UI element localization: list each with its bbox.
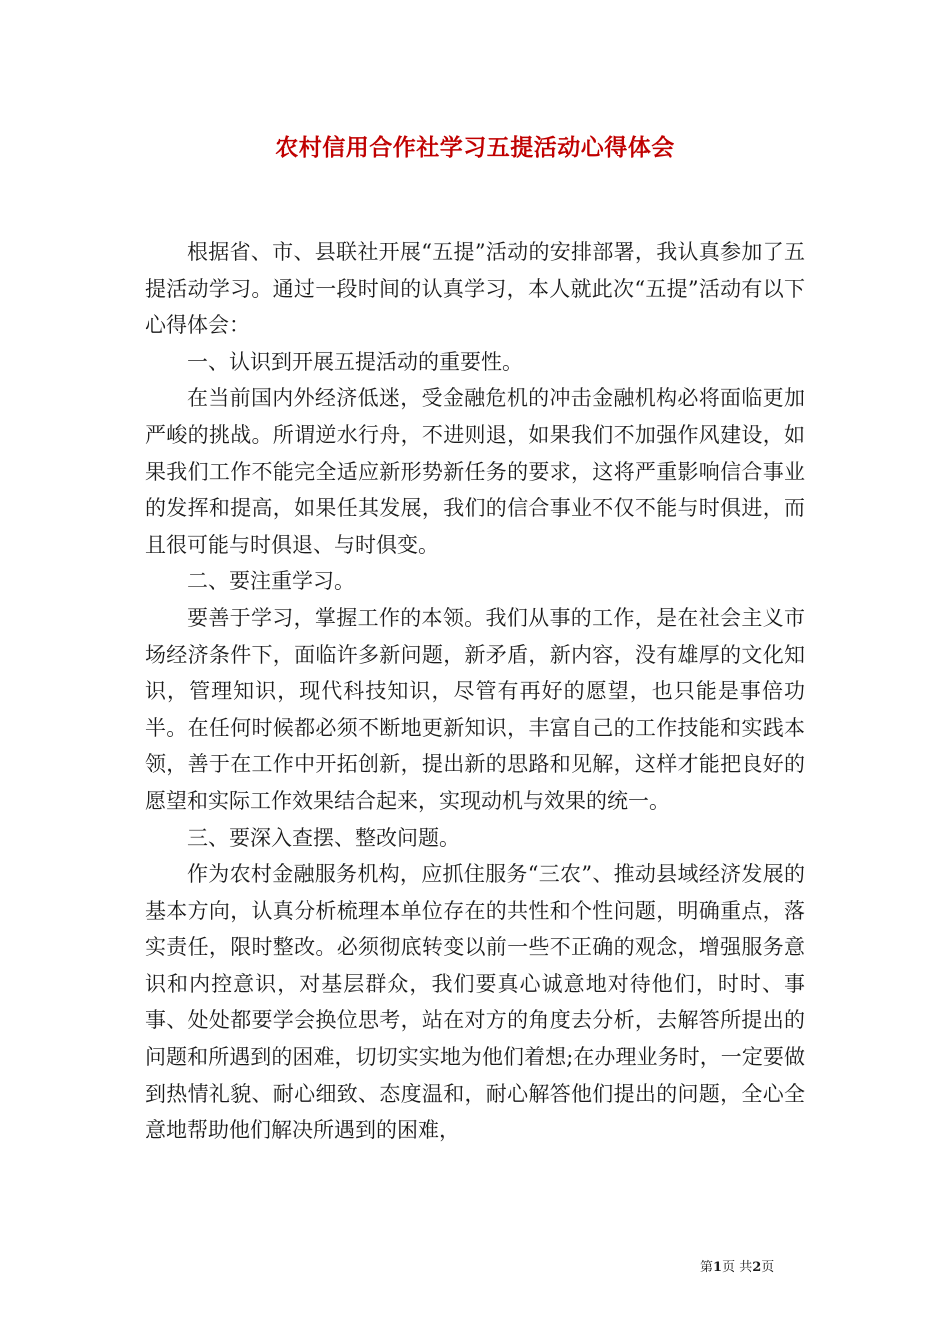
paragraph-section-1: 在当前国内外经济低迷，受金融危机的冲击金融机构必将面临更加严峻的挑战。所谓逆水行舟，不进则退，如果我们不加强作风建设，如果我们工作不能完全适应新形势新任务的要求，这将严重影响信合事业的发挥和提高，如果任其发展，我们的信合事业不仅不能与时俱进，而且很可能与时俱退、与时俱变。 xyxy=(145,386,805,557)
document-title: 农村信用合作社学习五提活动心得体会 xyxy=(275,134,675,161)
document-body xyxy=(145,234,805,1149)
paragraph-section-3: 作为农村金融服务机构，应抓住服务“三农”、推动县域经济发展的基本方向，认真分析梳理本单位存在的共性和个性问题，明确重点，落实责任，限时整改。必须彻底转变以前一些不正确的观念，增强服务意识和内控意识，对基层群众，我们要真心诚意地对待他们，时时、事事、处处都要学会换位思考，站在对方的角度去分析，去解答所提出的问题和所遇到的困难，切切实实地为他们着想;在办理业务时，一定要做到热情礼貌、耐心细致、态度温和，耐心解答他们提出的问题，全心全意地帮助他们解决所遇到的困难， xyxy=(145,862,805,1143)
paragraph-section-2: 要善于学习，掌握工作的本领。我们从事的工作，是在社会主义市场经济条件下，面临许多新问题，新矛盾，新内容，没有雄厚的文化知识，管理知识，现代科技知识，尽管有再好的愿望，也只能是事倍功半。在任何时候都必须不断地更新知识，丰富自己的工作技能和实践本领，善于在工作中开拓创新，提出新的思路和见解，这样才能把良好的愿望和实际工作效果结合起来，实现动机与效果的统一。 xyxy=(145,605,805,813)
paragraph-intro: 根据省、市、县联社开展“五提”活动的安排部署，我认真参加了五提活动学习。通过一段时间的认真学习，本人就此次“五提”活动有以下心得体会： xyxy=(145,240,805,338)
page-number-footer xyxy=(700,1256,820,1275)
page-mid: 页 共 xyxy=(722,1260,753,1275)
current-page-number: 1 xyxy=(713,1260,723,1275)
section-heading-2: 二、要注重学习。 xyxy=(187,569,355,594)
page-prefix: 第 xyxy=(700,1260,714,1275)
section-heading-3: 三、要深入查摆、整改问题。 xyxy=(187,825,460,850)
page-suffix: 页 xyxy=(761,1260,775,1275)
total-pages-number: 2 xyxy=(752,1260,762,1275)
section-heading-1: 一、认识到开展五提活动的重要性。 xyxy=(187,349,523,374)
